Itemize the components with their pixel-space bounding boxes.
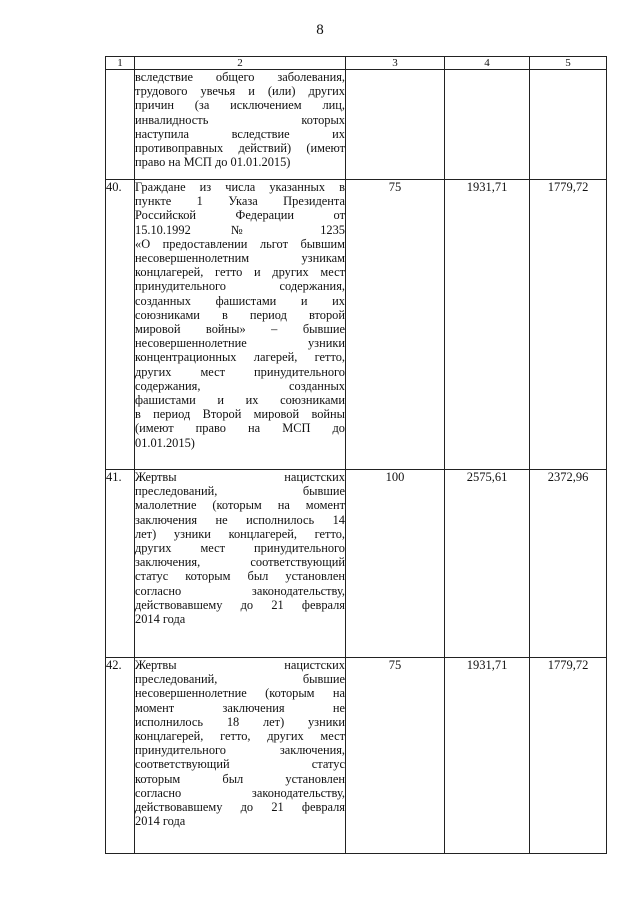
description-line: согласно законодательству, — [135, 785, 345, 800]
value-cell-c3: 75 — [346, 658, 445, 854]
description-line: причин (за исключением лиц, — [135, 98, 345, 113]
value-cell-c5: 1779,72 — [530, 180, 607, 470]
description-line: заключения, соответствующий — [135, 555, 345, 570]
description-line: несовершеннолетние узники — [135, 336, 345, 351]
description-line: фашистами и их союзниками — [135, 393, 345, 408]
description-line: малолетние (которым на момент — [135, 498, 345, 513]
table-row — [106, 180, 607, 470]
value-cell-c3: 75 — [346, 180, 445, 470]
description-line: Жертвы нацистских — [135, 470, 345, 484]
description-line: статус которым был установлен — [135, 569, 345, 584]
description-cell — [135, 180, 346, 470]
value-cell-c4: 2575,61 — [445, 470, 530, 658]
header-cell: 1 — [106, 57, 135, 70]
description-line: 2014 года — [135, 814, 186, 829]
description-line: (имеют право на МСП до — [135, 421, 345, 436]
description-line: созданных фашистами и их — [135, 293, 345, 308]
description-line: принудительного содержания, — [135, 279, 345, 294]
description-line: содержания, созданных — [135, 378, 345, 393]
row-number-cell: 42. — [106, 658, 135, 854]
value-cell-c4: 1931,71 — [445, 658, 530, 854]
value-cell-c4 — [445, 70, 530, 180]
description-line: других мест принудительного — [135, 364, 345, 379]
header-cell: 2 — [135, 57, 346, 70]
description-line: Граждане из числа указанных в — [135, 180, 345, 194]
description-line: наступила вследствие их — [135, 126, 345, 141]
description-line: в период Второй мировой войны — [135, 407, 345, 422]
header-cell: 3 — [346, 57, 445, 70]
description-line: действовавшему до 21 февраля — [135, 800, 345, 815]
description-line: «О предоставлении льгот бывшим — [135, 236, 345, 251]
description-line: других мест принудительного — [135, 541, 345, 556]
description-line: преследований, бывшие — [135, 484, 345, 499]
description-line: соответствующий статус — [135, 757, 345, 772]
description-line: согласно законодательству, — [135, 583, 345, 598]
description-line: Российской Федерации от — [135, 208, 345, 223]
value-cell-c3: 100 — [346, 470, 445, 658]
table-row — [106, 470, 607, 658]
description-line: 01.01.2015) — [135, 435, 195, 450]
value-cell-c5: 2372,96 — [530, 470, 607, 658]
description-line: вследствие общего заболевания, — [135, 70, 345, 84]
value-cell-c5: 1779,72 — [530, 658, 607, 854]
header-cell: 4 — [445, 57, 530, 70]
description-line: лет) узники концлагерей, гетто, — [135, 526, 345, 541]
description-line: которым был установлен — [135, 771, 345, 786]
description-line: действовавшему до 21 февраля — [135, 597, 345, 612]
description-line: 15.10.1992 № 1235 — [135, 222, 345, 237]
value-cell-c3 — [346, 70, 445, 180]
description-line: концлагерей, гетто и других мест — [135, 265, 345, 280]
description-line: Жертвы нацистских — [135, 658, 345, 672]
description-line: противоправных действий) (имеют — [135, 141, 345, 156]
description-line: несовершеннолетним узникам — [135, 251, 345, 266]
description-line: концлагерей, гетто, других мест — [135, 729, 345, 744]
description-cell — [135, 658, 346, 854]
description-line: трудового увечья и (или) других — [135, 84, 345, 99]
table-header-row — [106, 57, 607, 70]
page-number: 8 — [316, 22, 324, 38]
description-line: мировой войны» – бывшие — [135, 322, 345, 337]
description-line: право на МСП до 01.01.2015) — [135, 155, 291, 170]
value-cell-c4: 1931,71 — [445, 180, 530, 470]
row-number-cell — [106, 70, 135, 180]
value-cell-c5 — [530, 70, 607, 180]
description-line: пункте 1 Указа Президента — [135, 194, 345, 209]
benefits-table — [105, 56, 607, 854]
description-line: концентрационных лагерей, гетто, — [135, 350, 345, 365]
row-number-cell: 41. — [106, 470, 135, 658]
description-line: момент заключения не — [135, 700, 345, 715]
description-line: заключения не исполнилось 14 — [135, 512, 345, 527]
description-line: несовершеннолетние (которым на — [135, 686, 345, 701]
description-line: союзниками в период второй — [135, 307, 345, 322]
description-line: преследований, бывшие — [135, 672, 345, 687]
description-line: принудительного заключения, — [135, 743, 345, 758]
description-cell — [135, 470, 346, 658]
table-row — [106, 658, 607, 854]
row-number-cell: 40. — [106, 180, 135, 470]
table-row — [106, 70, 607, 180]
description-line: инвалидность которых — [135, 112, 345, 127]
description-cell — [135, 70, 346, 180]
header-cell: 5 — [530, 57, 607, 70]
description-line: исполнилось 18 лет) узники — [135, 714, 345, 729]
description-line: 2014 года — [135, 612, 186, 627]
